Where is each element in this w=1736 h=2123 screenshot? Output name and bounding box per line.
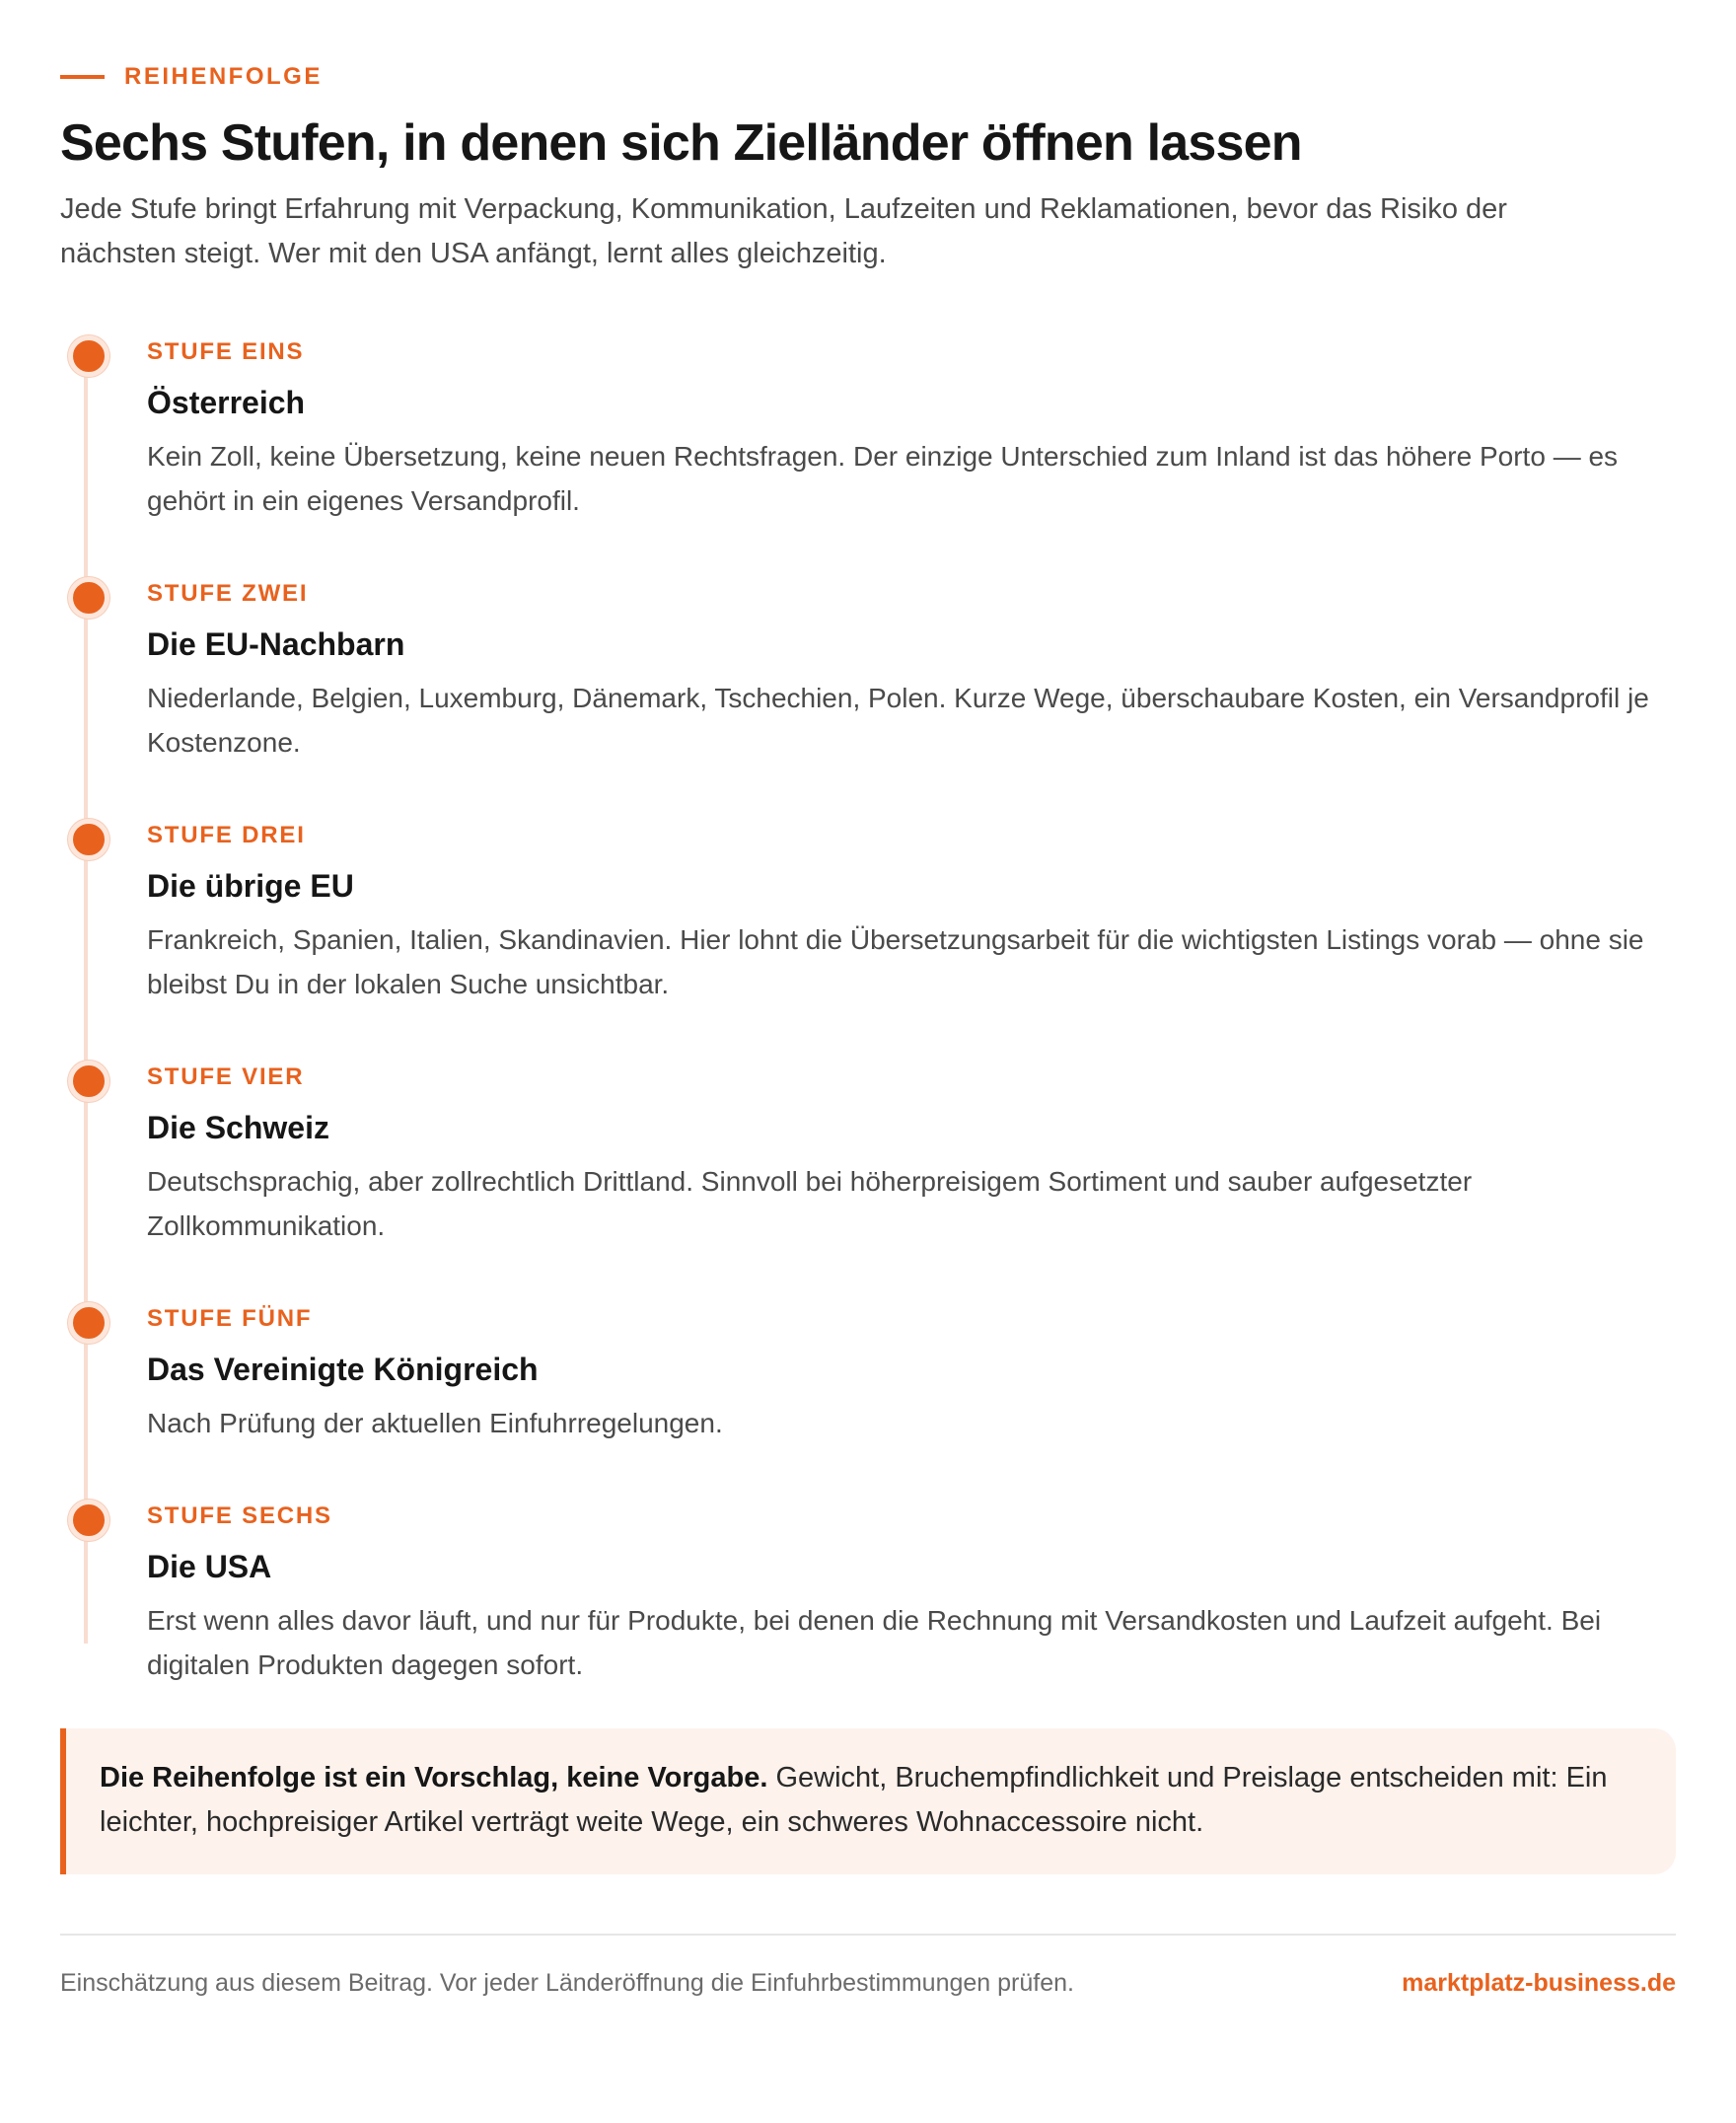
step-title: Österreich bbox=[147, 385, 306, 420]
timeline-step bbox=[60, 577, 1676, 765]
stage-timeline bbox=[60, 335, 1676, 1687]
timeline-dot-icon bbox=[68, 1061, 109, 1102]
eyebrow-label: REIHENFOLGE bbox=[124, 63, 323, 90]
page-title: Sechs Stufen, in denen sich Zielländer öffnen lassen bbox=[60, 114, 1302, 172]
eyebrow bbox=[60, 59, 1676, 95]
timeline-step bbox=[60, 1061, 1676, 1248]
step-title: Das Vereinigte Königreich bbox=[147, 1352, 539, 1387]
callout-note-emphasis: Die Reihenfolge ist ein Vorschlag, keine Vorgabe. bbox=[100, 1762, 768, 1794]
step-description: Frankreich, Spanien, Italien, Skandinavien. Hier lohnt die Übersetzungsarbeit für die wichtigsten Listings vorab — ohne sie bleibst Du in der lokalen Suche unsichtbar. bbox=[147, 924, 1644, 999]
step-label: STUFE FÜNF bbox=[147, 1305, 313, 1332]
callout-note-text: Gewicht, Bruchempfindlichkeit und Preislage entscheiden mit: Ein leichter, hochpreisiger Artikel verträgt weite Wege, ein schweres Wohnaccessoire nicht. bbox=[100, 1762, 1608, 1838]
callout-note bbox=[60, 1728, 1676, 1874]
footer bbox=[60, 1965, 1676, 2001]
step-title: Die Schweiz bbox=[147, 1110, 329, 1145]
step-label: STUFE ZWEI bbox=[147, 580, 309, 607]
step-description: Erst wenn alles davor läuft, und nur für Produkte, bei denen die Rechnung mit Versandkosten und Laufzeit aufgeht. Bei digitalen Produkten dagegen sofort. bbox=[147, 1605, 1602, 1680]
footer-brand-link[interactable]: marktplatz-business.de bbox=[1402, 1969, 1676, 1997]
step-label: STUFE EINS bbox=[147, 338, 305, 365]
step-title: Die übrige EU bbox=[147, 868, 354, 904]
step-title: Die USA bbox=[147, 1549, 272, 1584]
timeline-dot-icon bbox=[68, 335, 109, 377]
timeline-dot-icon bbox=[68, 577, 109, 619]
timeline-step bbox=[60, 1500, 1676, 1687]
timeline-step bbox=[60, 819, 1676, 1006]
step-description: Nach Prüfung der aktuellen Einfuhrregelungen. bbox=[147, 1408, 723, 1438]
step-title: Die EU-Nachbarn bbox=[147, 626, 405, 662]
footer-disclaimer: Einschätzung aus diesem Beitrag. Vor jeder Länderöffnung die Einfuhrbestimmungen prüfen. bbox=[60, 1969, 1074, 1997]
timeline-step bbox=[60, 335, 1676, 523]
step-label: STUFE SECHS bbox=[147, 1502, 332, 1529]
step-label: STUFE VIER bbox=[147, 1063, 305, 1090]
timeline-dot-icon bbox=[68, 1302, 109, 1344]
timeline-dot-icon bbox=[68, 1500, 109, 1541]
timeline-step bbox=[60, 1302, 1676, 1445]
step-description: Deutschsprachig, aber zollrechtlich Drittland. Sinnvoll bei höherpreisigem Sortiment und sauber aufgesetzter Zollkommunikation. bbox=[147, 1166, 1473, 1241]
step-description: Kein Zoll, keine Übersetzung, keine neuen Rechtsfragen. Der einzige Unterschied zum Inland ist das höhere Porto — es gehört in ein eigenes Versandprofil. bbox=[147, 441, 1619, 516]
eyebrow-accent-line bbox=[60, 75, 105, 79]
timeline-dot-icon bbox=[68, 819, 109, 860]
step-description: Niederlande, Belgien, Luxemburg, Dänemark, Tschechien, Polen. Kurze Wege, überschaubare Kosten, ein Versandprofil je Kostenzone. bbox=[147, 683, 1649, 758]
page-subtitle: Jede Stufe bringt Erfahrung mit Verpackung, Kommunikation, Laufzeiten und Reklamationen, bevor das Risiko der nächsten steigt. Wer mit den USA anfängt, lernt alles gleichzeitig. bbox=[60, 193, 1507, 269]
step-label: STUFE DREI bbox=[147, 822, 306, 848]
footer-divider bbox=[60, 1934, 1676, 1936]
